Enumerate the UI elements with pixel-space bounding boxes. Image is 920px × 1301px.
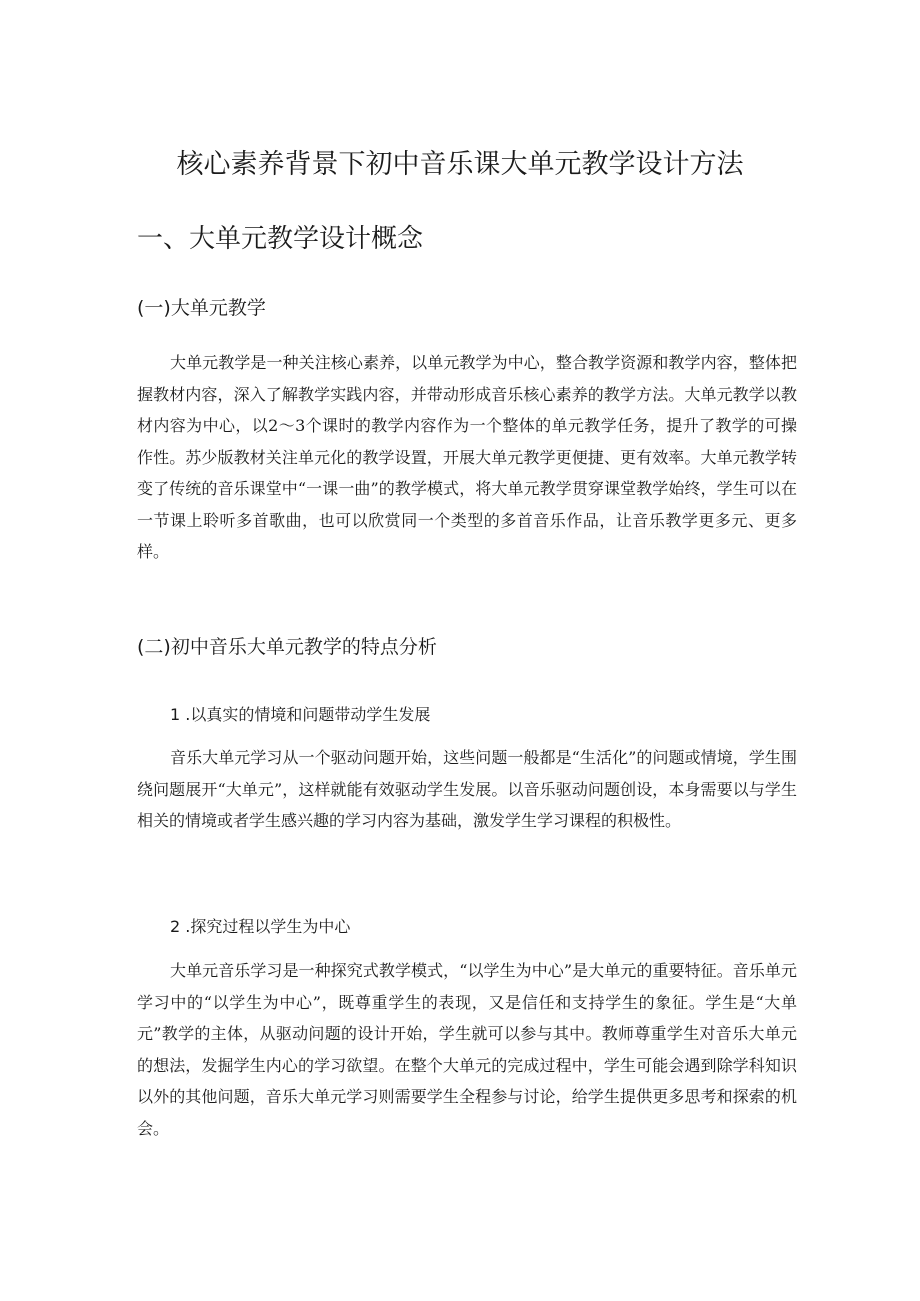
- section-heading-1: 一、大单元教学设计概念: [137, 224, 424, 254]
- paragraph-big-unit-teaching: 大单元教学是一种关注核心素养，以单元教学为中心，整合教学资源和教学内容，整体把握教材内容，深入了解教学实践内容，并带动形成音乐核心素养的教学方法。大单元教学以教材内容为中心，以2〜3个课时的教学内容作为一个整体的单元教学任务，提升了教学的可操作性。苏少版教材关注单元化的教学设置，开展大单元教学更便捷、更有效率。大单元教学转变了传统的音乐课堂中“一课一曲”的教学模式，将大单元教学贯穿课堂教学始终，学生可以在一节课上聆听多首歌曲，也可以欣赏同一个类型的多首音乐作品，让音乐教学更多元、更多样。: [137, 353, 797, 561]
- paragraph-student-centered: 大单元音乐学习是一种探究式教学模式，“以学生为中心”是大单元的重要特征。音乐单元学习中的“以学生为中心”，既尊重学生的表现，又是信任和支持学生的象征。学生是“大单元”教学的主体，从驱动问题的设计开始，学生就可以参与其中。教师尊重学生对音乐大单元的想法，发掘学生内心的学习欲望。在整个大单元的完成过程中，学生可能会遇到除学科知识以外的其他问题，音乐大单元学习则需要学生全程参与讨论，给学生提供更多思考和探索的机会。: [137, 961, 797, 1138]
- paragraph-real-situation: 音乐大单元学习从一个驱动问题开始，这些问题一般都是“生活化”的问题或情境，学生围绕问题展开“大单元”，这样就能有效驱动学生发展。以音乐驱动问题创设，本身需要以与学生相关的情境或者学生感兴趣的学习内容为基础，激发学生学习课程的积极性。: [137, 748, 797, 830]
- point-heading-2: 2 .探究过程以学生为中心: [170, 917, 351, 936]
- page-title: 核心素养背景下初中音乐课大单元教学设计方法: [176, 149, 744, 180]
- subsection-heading-1: (一)大单元教学: [137, 297, 266, 319]
- subsection-heading-2: (二)初中音乐大单元教学的特点分析: [137, 636, 437, 658]
- point-heading-1: 1 .以真实的情境和问题带动学生发展: [170, 705, 431, 724]
